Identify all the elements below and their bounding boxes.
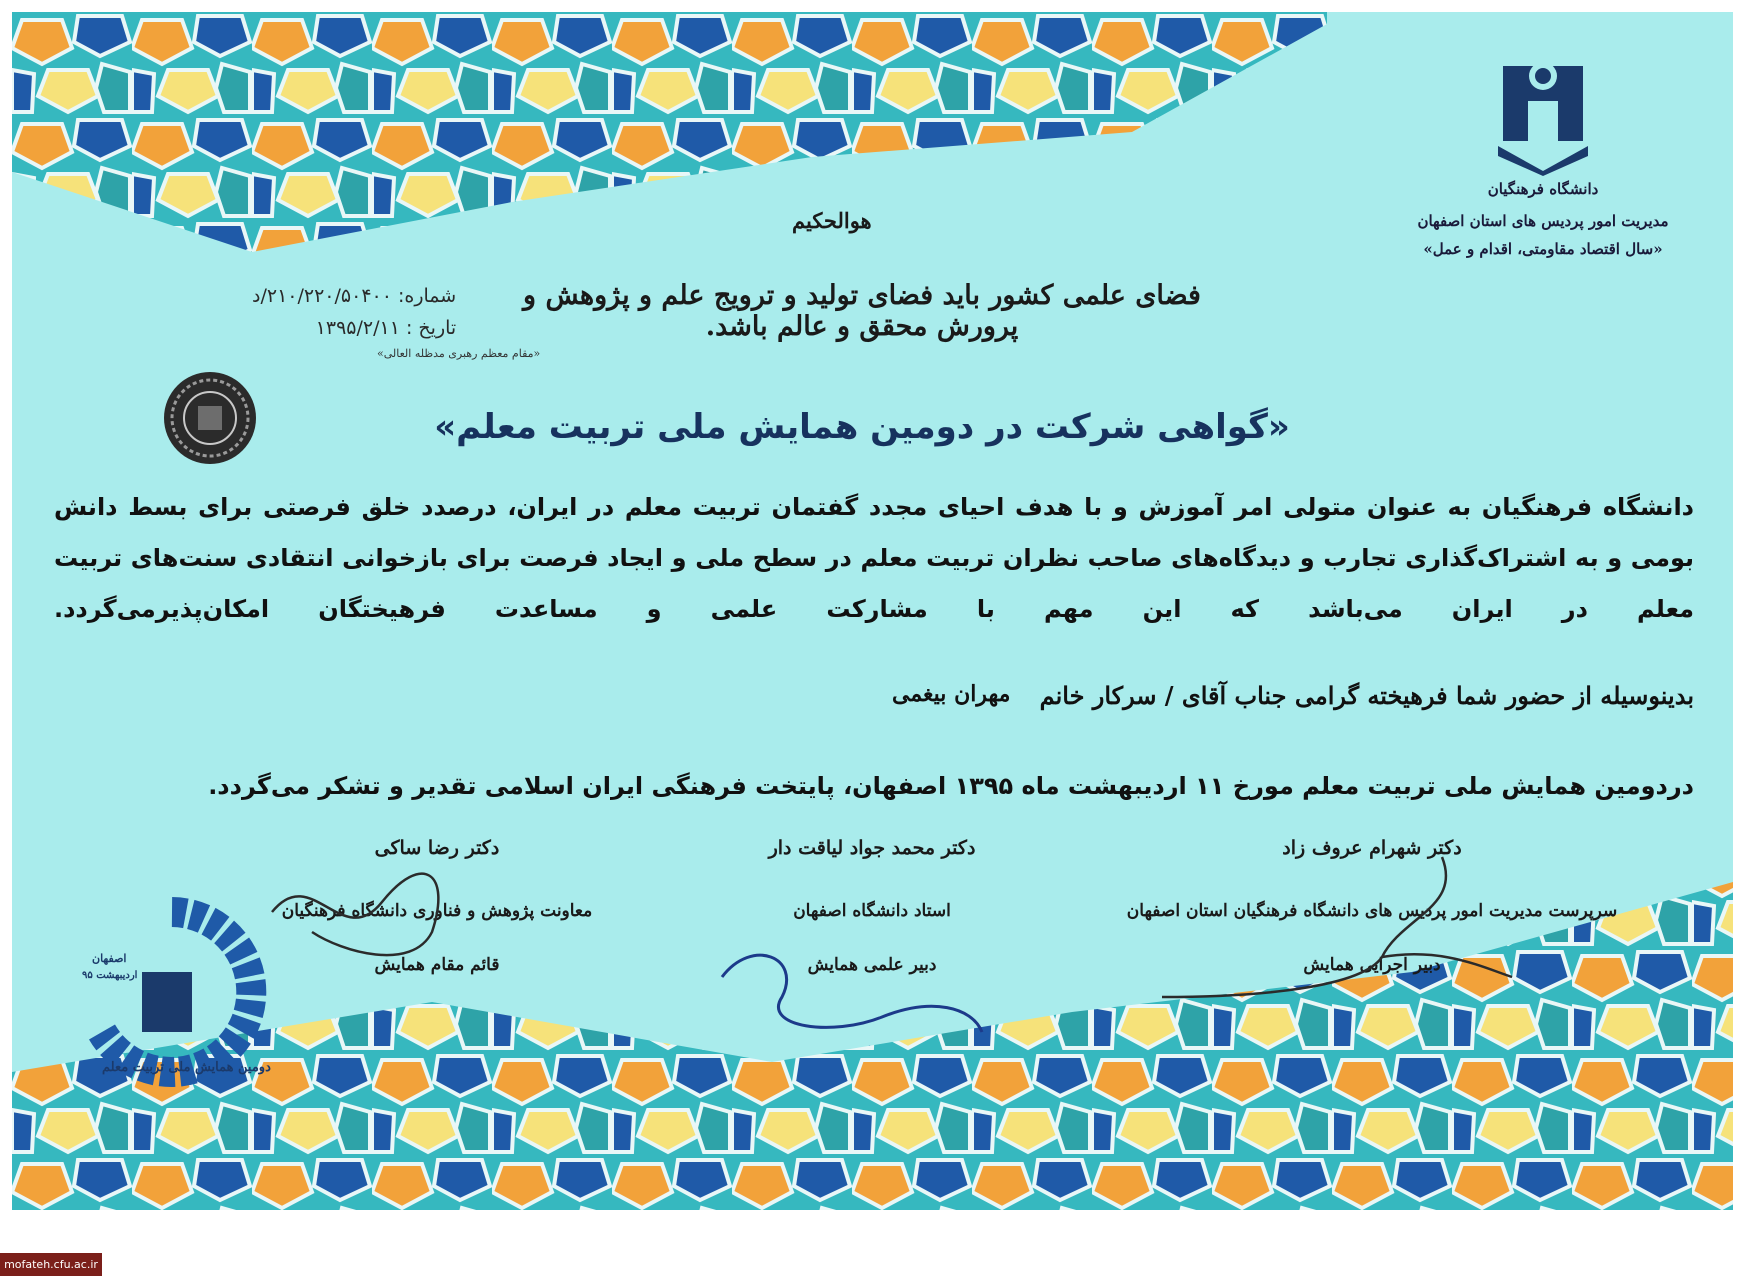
signatory-position: قائم مقام همایش — [374, 955, 500, 975]
reference-block — [252, 285, 456, 349]
signatory-position: دبیر اجرایی همایش — [1303, 955, 1441, 975]
motto-attribution: «مقام معظم رهبری مدظله العالی» — [377, 347, 541, 360]
certificate-body: دانشگاه فرهنگیان به عنوان متولی امر آموزش و با هدف احیای مجدد گفتمان تربیت معلم در ایران، درصدد خلق فرصتی برای بسط دانش بومی و به اشتراک‌گذاری تجارب و دیدگاه‌های صاحب نظران تربیت معلم در سطح ملی و ایجاد فرصت برای بازخوانی انتقادی سنت‌های تربیت معلم در ایران می‌باشد که این مهم با مشارکت علمی و مساعدت فرهیختگان امکان‌پذیرمی‌گردد. — [54, 493, 1694, 623]
university-header — [1393, 46, 1693, 258]
department-name: مدیریت امور پردیس های استان اصفهان — [1417, 212, 1669, 230]
motto-quote: فضای علمی کشور باید فضای تولید و ترویج علم و پژوهش و پرورش محقق و عالم باشد. — [523, 280, 1201, 342]
recipient-name: مهران بیغمی — [892, 681, 1011, 707]
letter-date: تاریخ : ۱۳۹۵/۲/۱۱ — [315, 317, 457, 339]
signature-saki — [252, 842, 552, 992]
signatory-position: دبیر علمی همایش — [807, 955, 937, 975]
site-watermark: mofateh.cfu.ac.ir — [0, 1253, 102, 1276]
signatory-name: دکتر شهرام عروف زاد — [1282, 837, 1462, 859]
recipient-prefix: بدینوسیله از حضور شما فرهیخته گرامی جناب آقای / سرکار خانم — [1039, 681, 1694, 710]
signatory-name: دکتر محمد جواد لیاقت دار — [768, 837, 976, 859]
signatory-role: استاد دانشگاه اصفهان — [793, 901, 951, 921]
conference-logo — [72, 892, 272, 1092]
signatory-name: دکتر رضا ساکی — [374, 837, 500, 859]
certificate-sheet — [12, 12, 1733, 1210]
conference-city: اصفهان — [92, 952, 127, 965]
signature-liaghatdar — [712, 937, 992, 1047]
conference-date: اردیبهشت ۹۵ — [82, 970, 138, 981]
basmala-heading: هوالحکیم — [792, 208, 872, 233]
signatory-role: معاونت پژوهش و فناوری دانشگاه فرهنگیان — [281, 901, 593, 921]
university-name: دانشگاه فرهنگیان — [1487, 180, 1599, 198]
certificate-title: «گواهی شرکت در دومین همایش ملی تربیت معلم» — [434, 407, 1290, 447]
university-logo-icon — [1488, 46, 1598, 176]
closing-statement: دردومین همایش ملی تربیت معلم مورخ ۱۱ اردیبهشت ماه ۱۳۹۵ اصفهان، پایتخت فرهنگی ایران اسلامی تقدیر و تشکر می‌گردد. — [208, 772, 1694, 800]
year-slogan: «سال اقتصاد مقاومتی، اقدام و عمل» — [1423, 240, 1663, 258]
letter-number: شماره: ۲۱۰/۲۲۰/۵۰۴۰۰/د — [252, 285, 457, 307]
hologram-seal-icon — [162, 370, 258, 466]
signature-oroufzad — [1142, 847, 1522, 1007]
signatory-role: سرپرست مدیریت امور پردیس های دانشگاه فرهنگیان استان اصفهان — [1126, 901, 1618, 921]
conference-caption: دومین همایش ملی تربیت معلم — [102, 1060, 271, 1075]
